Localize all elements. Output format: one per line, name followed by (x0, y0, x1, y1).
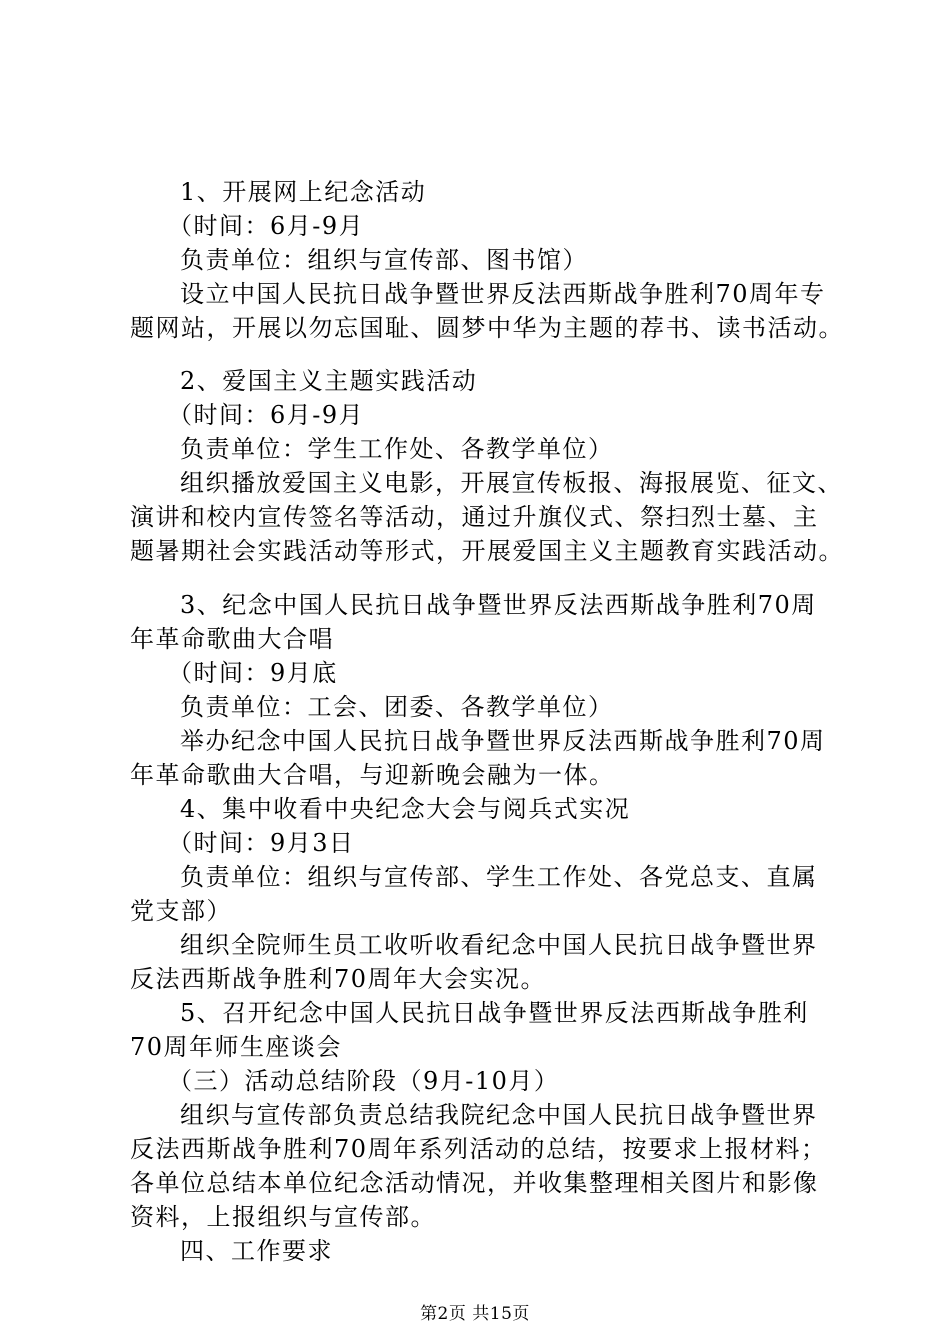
paragraph-3-line-2: 年革命歌曲大合唱，与迎新晚会融为一体。 (130, 761, 615, 789)
heading-watch-ceremony: 4、集中收看中央纪念大会与阅兵式实况 (180, 795, 631, 823)
time-note-3: （时间：9月底 (168, 659, 338, 687)
heading-chorus-line-1: 3、纪念中国人民抗日战争暨世界反法西斯战争胜利70周 (180, 591, 817, 619)
paragraph-4-line-1: 组织全院师生员工收听收看纪念中国人民抗日战争暨世界 (180, 931, 818, 959)
responsible-unit-3: 负责单位：工会、团委、各教学单位） (180, 693, 614, 721)
heading-online-activity: 1、开展网上纪念活动 (180, 178, 427, 206)
paragraph-2-line-1: 组织播放爱国主义电影，开展宣传板报、海报展览、征文、 (180, 469, 843, 497)
paragraph-1-line-2: 题网站，开展以勿忘国耻、圆梦中华为主题的荐书、读书活动。 (130, 314, 844, 342)
responsible-unit-2: 负责单位：学生工作处、各教学单位） (180, 435, 614, 463)
heading-patriotic-practice: 2、爱国主义主题实践活动 (180, 367, 478, 395)
page-number-footer: 第2页 共15页 (420, 1304, 530, 1324)
paragraph-1-line-1: 设立中国人民抗日战争暨世界反法西斯战争胜利70周年专 (180, 280, 826, 308)
time-note-2: （时间：6月-9月 (168, 401, 365, 429)
responsible-unit-4-line-2: 党支部） (130, 897, 232, 925)
responsible-unit-1: 负责单位：组织与宣传部、图书馆） (180, 246, 588, 274)
paragraph-5-line-1: 组织与宣传部负责总结我院纪念中国人民抗日战争暨世界 (180, 1101, 818, 1129)
paragraph-4-line-2: 反法西斯战争胜利70周年大会实况。 (130, 965, 547, 993)
heading-chorus-line-2: 年革命歌曲大合唱 (130, 625, 334, 653)
paragraph-5-line-3: 各单位总结本单位纪念活动情况，并收集整理相关图片和影像 (130, 1169, 819, 1197)
paragraph-2-line-3: 题暑期社会实践活动等形式，开展爱国主义主题教育实践活动。 (130, 537, 844, 565)
paragraph-5-line-4: 资料，上报组织与宣传部。 (130, 1203, 436, 1231)
paragraph-2-line-2: 演讲和校内宣传签名等活动，通过升旗仪式、祭扫烈士墓、主 (130, 503, 819, 531)
time-note-1: （时间：6月-9月 (168, 212, 365, 240)
heading-symposium-line-1: 5、召开纪念中国人民抗日战争暨世界反法西斯战争胜利 (180, 999, 809, 1027)
responsible-unit-4-line-1: 负责单位：组织与宣传部、学生工作处、各党总支、直属 (180, 863, 818, 891)
paragraph-3-line-1: 举办纪念中国人民抗日战争暨世界反法西斯战争胜利70周 (180, 727, 826, 755)
time-note-4: （时间：9月3日 (168, 829, 355, 857)
heading-work-requirements: 四、工作要求 (180, 1237, 333, 1265)
heading-summary-stage: （三）活动总结阶段（9月-10月） (168, 1067, 560, 1095)
paragraph-5-line-2: 反法西斯战争胜利70周年系列活动的总结，按要求上报材料； (130, 1135, 827, 1163)
heading-symposium-line-2: 70周年师生座谈会 (130, 1033, 343, 1061)
